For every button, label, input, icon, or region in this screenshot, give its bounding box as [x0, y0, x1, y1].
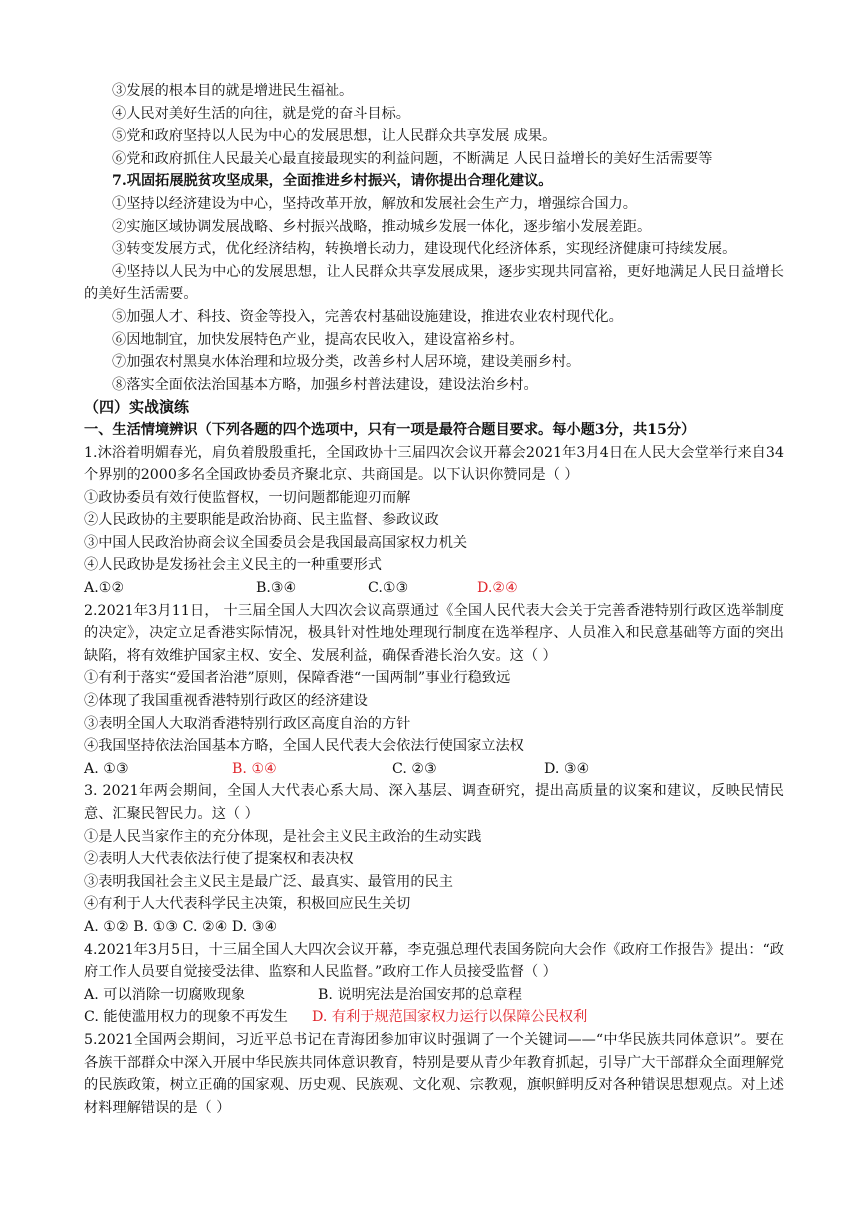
- q7-item: ⑧落实全面依法治国基本方略，加强乡村普法建设，建设法治乡村。: [112, 376, 538, 393]
- question-2-stem: 2.2021年3月11日， 十三届全国人大四次会议高票通过《全国人民代表大会关于完善香港特别行政区选举制度的决定》，决定立足香港实际情况，极具针对性地处理现行制度在选举程序、人员准入和民意基础等方面的突出缺陷，将有效维护国家主权、安全、发展利益，确保香港长治久安。这（ ）: [84, 602, 784, 664]
- q1-options: [84, 577, 784, 600]
- q7-item: ②实施区域协调发展战略、乡村振兴战略，推动城乡发展一体化，逐步缩小发展差距。: [112, 218, 652, 235]
- q2-item: ②体现了我国重视香港特别行政区的经济建设: [84, 693, 368, 710]
- q4-option-b: B. 说明宪法是治国安邦的总章程: [318, 986, 522, 1003]
- document-content: [84, 80, 784, 1119]
- q2-item: ①有利于落实“爱国者治港”原则，保障香港“一国两制”事业行稳致远: [84, 670, 511, 687]
- q2-options: [84, 758, 784, 781]
- q2-item: ③表明全国人大取消香港特别行政区高度自治的方针: [84, 715, 411, 732]
- question-1-stem: 1.沐浴着明媚春光，肩负着殷殷重托，全国政协十三届四次会议开幕会2021年3月4日在人民大会堂举行来自34个界别的2000多名全国政协委员齐聚北京、共商国是。以下认识你赞同是（ ）: [84, 444, 784, 484]
- q3-options: A. ①② B. ①③ C. ②④ D. ③④: [84, 918, 278, 935]
- q4-options-row-2: [84, 1006, 784, 1029]
- q1-option-b: B.③④: [256, 580, 297, 597]
- list-item: ④人民对美好生活的向往，就是党的奋斗目标。: [112, 105, 410, 122]
- q1-item: ②人民政协的主要职能是政治协商、民主监督、参政议政: [84, 512, 439, 529]
- q3-item: ④有利于人大代表科学民主决策，积极回应民生关切: [84, 896, 411, 913]
- q4-option-c: C. 能使滥用权力的现象不再发生: [84, 1009, 288, 1026]
- q7-item: ⑦加强农村黑臭水体治理和垃圾分类，改善乡村人居环境，建设美丽乡村。: [112, 354, 581, 371]
- list-item: ⑤党和政府坚持以人民为中心的发展思想，让人民群众共享发展 成果。: [112, 128, 557, 145]
- q1-option-c: C.①③: [368, 580, 409, 597]
- q1-option-a: A.①②: [84, 580, 125, 597]
- q3-item: ①是人民当家作主的充分体现，是社会主义民主政治的生动实践: [84, 828, 482, 845]
- q7-item: ④坚持以人民为中心的发展思想，让人民群众共享发展成果，逐步实现共同富裕，更好地满足人民日益增长的美好生活需要。: [84, 263, 784, 303]
- q2-option-c: C. ②③: [392, 760, 437, 777]
- q4-option-a: A. 可以消除一切腐败现象: [84, 986, 246, 1003]
- question-4-stem: 4.2021年3月5日，十三届全国人大四次会议开幕，李克强总理代表国务院向大会作《政府工作报告》提出：“政府工作人员要自觉接受法律、监察和人民监督。”政府工作人员接受监督（ ）: [84, 941, 784, 981]
- part-1-heading: 一、生活情境辨识（下列各题的四个选项中，只有一项是最符合题目要求。每小题3分，共15分）: [84, 421, 696, 438]
- q7-item: ⑤加强人才、科技、资金等投入，完善农村基础设施建设，推进农业农村现代化。: [112, 308, 623, 325]
- q7-item: ⑥因地制宜，加快发展特色产业，提高农民收入，建设富裕乡村。: [112, 331, 524, 348]
- q7-item: ①坚持以经济建设为中心，坚持改革开放，解放和发展社会生产力，增强综合国力。: [112, 195, 637, 212]
- q1-item: ①政协委员有效行使监督权，一切问题都能迎刃而解: [84, 489, 411, 506]
- section-4-heading: （四）实战演练: [84, 398, 190, 417]
- q3-item: ②表明人大代表依法行使了提案权和表决权: [84, 851, 354, 868]
- question-7-title: 7.巩固拓展脱贫攻坚成果，全面推进乡村振兴，请你提出合理化建议。: [112, 173, 553, 190]
- q2-option-b-answer: B. ①④: [232, 760, 277, 777]
- list-item: ⑥党和政府抓住人民最关心最直接最现实的利益问题，不断满足 人民日益增长的美好生活需要等: [112, 150, 713, 167]
- q7-item: ③转变发展方式，优化经济结构，转换增长动力，建设现代化经济体系，实现经济健康可持续发展。: [112, 241, 737, 258]
- list-item: ③发展的根本目的就是增进民生福祉。: [112, 83, 354, 99]
- question-3-stem: 3. 2021年两会期间，全国人大代表心系大局、深入基层、调查研究，提出高质量的议案和建议，反映民情民意、汇聚民智民力。这（ ）: [84, 783, 784, 822]
- q2-option-d: D. ③④: [544, 760, 590, 777]
- q4-options-row-1: [84, 984, 784, 1007]
- q2-option-a: A. ①③: [84, 760, 129, 777]
- q4-option-d-answer: D. 有利于规范国家权力运行以保障公民权利: [312, 1009, 588, 1026]
- question-5-stem: 5.2021全国两会期间，习近平总书记在青海团参加审议时强调了一个关键词——“中华民族共同体意识”。要在各族干部群众中深入开展中华民族共同体意识教育，特别是要从青少年教育抓起，引导广大干部群众全面理解党的民族政策，树立正确的国家观、历史观、民族观、文化观、宗教观，旗帜鲜明反对各种错误思想观点。对上述材料理解错误的是（ ）: [84, 1031, 784, 1116]
- q1-item: ④人民政协是发扬社会主义民主的一种重要形式: [84, 557, 382, 574]
- q3-item: ③表明我国社会主义民主是最广泛、最真实、最管用的民主: [84, 873, 453, 890]
- q1-option-d-answer: D.②④: [477, 580, 518, 597]
- q1-item: ③中国人民政治协商会议全国委员会是我国最高国家权力机关: [84, 534, 468, 551]
- q2-item: ④我国坚持依法治国基本方略，全国人民代表大会依法行使国家立法权: [84, 738, 524, 755]
